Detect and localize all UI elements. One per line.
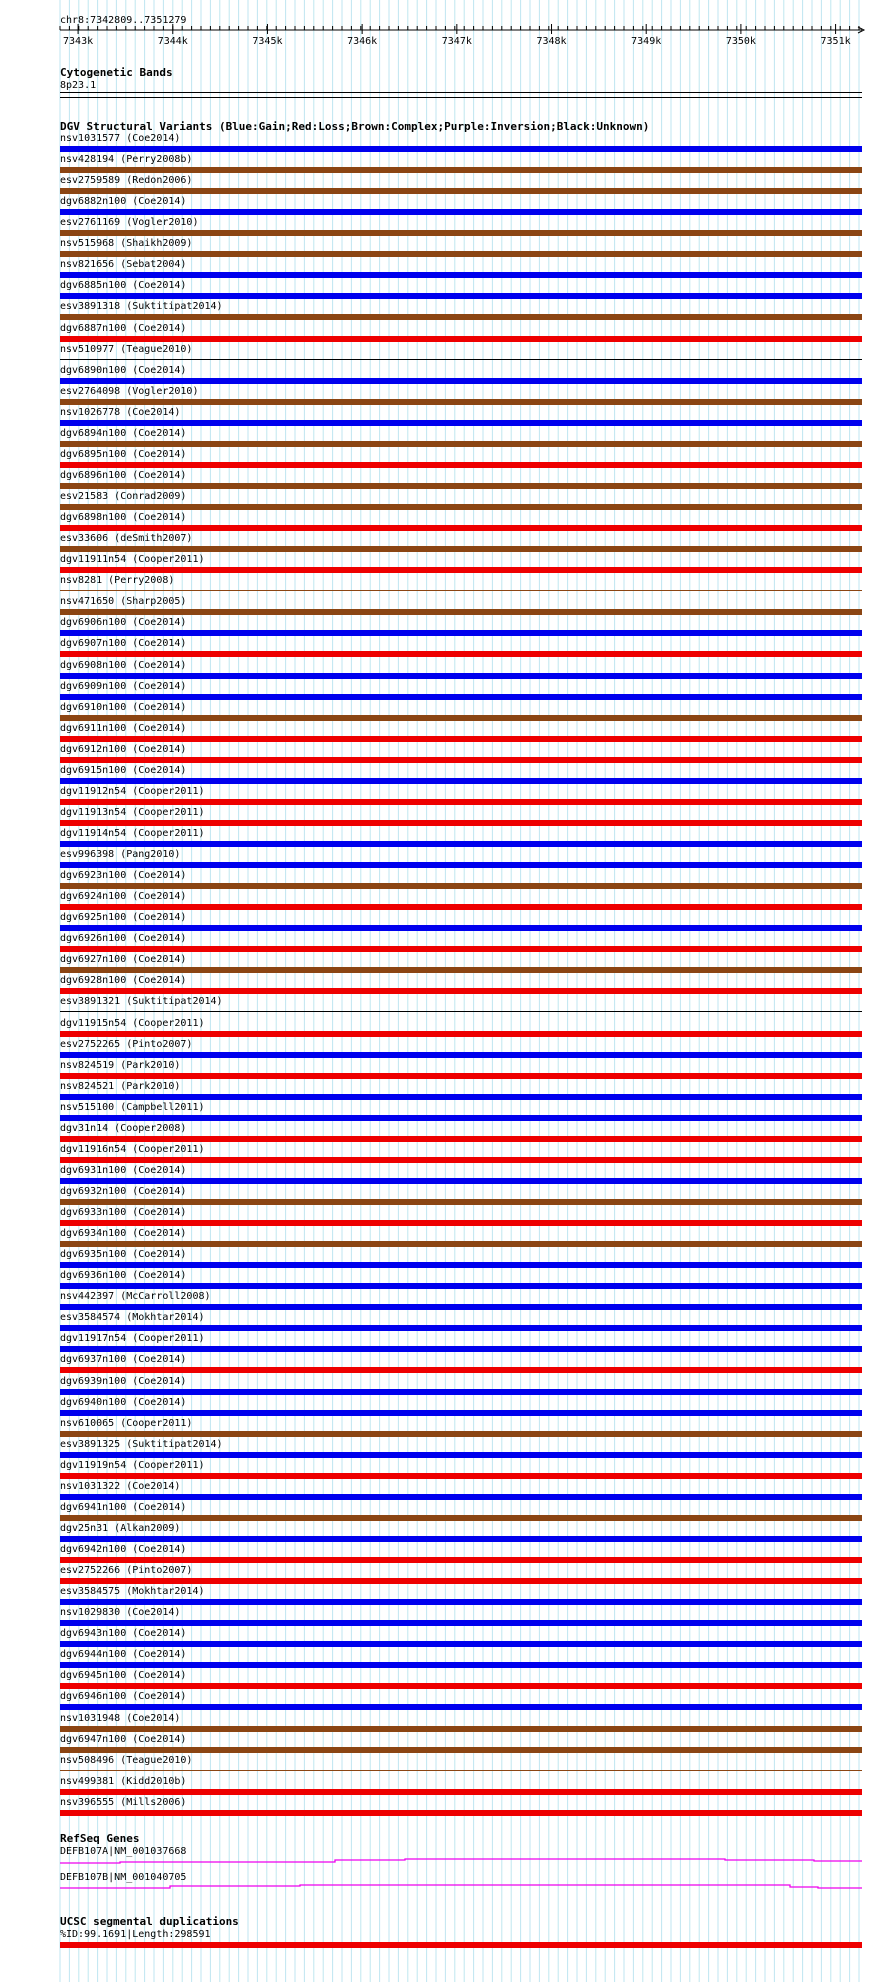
- dgv-feature-label[interactable]: nsv1031948 (Coe2014): [60, 1712, 181, 1724]
- dgv-feature-label[interactable]: nsv510977 (Teague2010): [60, 343, 193, 355]
- refseq-track-title: RefSeq Genes: [60, 1832, 140, 1845]
- dgv-feature-label[interactable]: esv3584575 (Mokhtar2014): [60, 1586, 205, 1598]
- ruler-tick-label: 7349k: [631, 36, 662, 47]
- dgv-feature-label[interactable]: dgv6947n100 (Coe2014): [60, 1733, 187, 1745]
- dgv-feature-label[interactable]: dgv6910n100 (Coe2014): [60, 701, 187, 713]
- dgv-feature-label[interactable]: dgv6894n100 (Coe2014): [60, 427, 187, 439]
- dgv-feature-label[interactable]: dgv6942n100 (Coe2014): [60, 1544, 187, 1556]
- dgv-feature-label[interactable]: esv2752266 (Pinto2007): [60, 1565, 193, 1577]
- dgv-feature-label[interactable]: dgv11915n54 (Cooper2011): [60, 1017, 205, 1029]
- dgv-feature-label[interactable]: esv21583 (Conrad2009): [60, 491, 187, 503]
- dgv-feature-label[interactable]: nsv1031577 (Coe2014): [60, 133, 181, 144]
- dgv-feature-label[interactable]: dgv11911n54 (Cooper2011): [60, 554, 205, 566]
- dgv-feature-label[interactable]: nsv824519 (Park2010): [60, 1059, 181, 1071]
- dgv-feature-label[interactable]: dgv11912n54 (Cooper2011): [60, 785, 205, 797]
- dgv-feature-label[interactable]: dgv6908n100 (Coe2014): [60, 659, 187, 671]
- ruler-tick-label: 7347k: [441, 36, 472, 47]
- dgv-feature-label[interactable]: nsv499381 (Kidd2010b): [60, 1775, 187, 1787]
- refseq-gene-model-1[interactable]: [60, 1859, 862, 1863]
- dgv-feature-label[interactable]: dgv6912n100 (Coe2014): [60, 743, 187, 755]
- dgv-feature-label[interactable]: dgv6911n100 (Coe2014): [60, 722, 187, 734]
- dgv-feature-label[interactable]: nsv610065 (Cooper2011): [60, 1417, 193, 1429]
- dgv-feature-label[interactable]: dgv6909n100 (Coe2014): [60, 680, 187, 692]
- dgv-feature-label[interactable]: dgv6944n100 (Coe2014): [60, 1649, 187, 1661]
- dgv-feature-label[interactable]: dgv6940n100 (Coe2014): [60, 1396, 187, 1408]
- dgv-feature-label[interactable]: nsv515100 (Campbell2011): [60, 1101, 205, 1113]
- dgv-feature-label[interactable]: dgv11916n54 (Cooper2011): [60, 1143, 205, 1155]
- dgv-feature-label[interactable]: dgv6923n100 (Coe2014): [60, 870, 187, 882]
- dgv-feature-label[interactable]: esv2752265 (Pinto2007): [60, 1038, 193, 1050]
- dgv-feature-label[interactable]: dgv11914n54 (Cooper2011): [60, 827, 205, 839]
- dgv-feature-label[interactable]: esv33606 (deSmith2007): [60, 533, 193, 545]
- dgv-feature-label[interactable]: nsv396555 (Mills2006): [60, 1796, 187, 1808]
- dgv-feature-label[interactable]: dgv6941n100 (Coe2014): [60, 1501, 187, 1513]
- dgv-feature-label[interactable]: nsv1029830 (Coe2014): [60, 1607, 181, 1619]
- dgv-feature-label[interactable]: dgv6928n100 (Coe2014): [60, 975, 187, 987]
- dgv-feature-label[interactable]: dgv6882n100 (Coe2014): [60, 196, 187, 208]
- dgv-feature-label[interactable]: esv3891318 (Suktitipat2014): [60, 301, 223, 313]
- ruler-tick-label: 7346k: [347, 36, 378, 47]
- dgv-track-title: DGV Structural Variants (Blue:Gain;Red:Loss;Brown:Complex;Purple:Inversion;Black:Unknown): [60, 120, 650, 133]
- dgv-feature-label[interactable]: dgv6895n100 (Coe2014): [60, 448, 187, 460]
- dgv-feature-label[interactable]: dgv6887n100 (Coe2014): [60, 322, 187, 334]
- dgv-feature-label[interactable]: nsv515968 (Shaikh2009): [60, 238, 193, 250]
- dgv-feature-label[interactable]: nsv508496 (Teague2010): [60, 1754, 193, 1766]
- dgv-feature-label[interactable]: dgv31n14 (Cooper2008): [60, 1122, 187, 1134]
- refseq-gene-label-2[interactable]: DEFB107B|NM_001040705: [60, 1872, 187, 1883]
- dgv-feature-label[interactable]: esv996398 (Pang2010): [60, 849, 181, 861]
- dgv-feature-label[interactable]: dgv6915n100 (Coe2014): [60, 764, 187, 776]
- ruler-tick-label: 7348k: [536, 36, 567, 47]
- dgv-feature-label[interactable]: esv3891325 (Suktitipat2014): [60, 1438, 223, 1450]
- dgv-feature-label[interactable]: dgv6890n100 (Coe2014): [60, 364, 187, 376]
- cytoband-label: 8p23.1: [60, 80, 97, 91]
- dgv-feature-label[interactable]: nsv821656 (Sebat2004): [60, 259, 187, 271]
- dgv-feature-label[interactable]: dgv6939n100 (Coe2014): [60, 1375, 187, 1387]
- dgv-feature-label[interactable]: dgv6927n100 (Coe2014): [60, 954, 187, 966]
- dgv-feature-label[interactable]: esv2761169 (Vogler2010): [60, 217, 199, 229]
- position-label: chr8:7342809..7351279: [60, 15, 187, 26]
- dgv-feature-label[interactable]: dgv11919n54 (Cooper2011): [60, 1459, 205, 1471]
- dgv-feature-label[interactable]: dgv6898n100 (Coe2014): [60, 512, 187, 524]
- dgv-feature-label[interactable]: dgv6925n100 (Coe2014): [60, 912, 187, 924]
- dgv-feature-label[interactable]: dgv6907n100 (Coe2014): [60, 638, 187, 650]
- dgv-feature-label[interactable]: nsv824521 (Park2010): [60, 1080, 181, 1092]
- dgv-feature-label[interactable]: dgv25n31 (Alkan2009): [60, 1522, 181, 1534]
- refseq-gene-label-1[interactable]: DEFB107A|NM_001037668: [60, 1846, 187, 1857]
- dgv-feature-label[interactable]: dgv6936n100 (Coe2014): [60, 1270, 187, 1282]
- segdup-bar[interactable]: [60, 1942, 862, 1948]
- dgv-feature-label[interactable]: dgv6885n100 (Coe2014): [60, 280, 187, 292]
- segdup-track-title: UCSC segmental duplications: [60, 1915, 239, 1928]
- dgv-feature-label[interactable]: nsv1026778 (Coe2014): [60, 406, 181, 418]
- dgv-feature-label[interactable]: nsv428194 (Perry2008b): [60, 154, 193, 166]
- dgv-feature-label[interactable]: esv3584574 (Mokhtar2014): [60, 1312, 205, 1324]
- dgv-feature-label[interactable]: nsv8281 (Perry2008): [60, 575, 175, 587]
- ruler-tick-label: 7350k: [725, 36, 756, 47]
- ruler-tick-label: 7344k: [157, 36, 188, 47]
- dgv-feature-label[interactable]: dgv6945n100 (Coe2014): [60, 1670, 187, 1682]
- ruler-tick-label: 7351k: [820, 36, 851, 47]
- dgv-feature-label[interactable]: dgv6933n100 (Coe2014): [60, 1207, 187, 1219]
- dgv-feature-label[interactable]: dgv6926n100 (Coe2014): [60, 933, 187, 945]
- dgv-feature-label[interactable]: nsv1031322 (Coe2014): [60, 1480, 181, 1492]
- dgv-feature-label[interactable]: dgv6896n100 (Coe2014): [60, 469, 187, 481]
- dgv-feature-label[interactable]: dgv6943n100 (Coe2014): [60, 1628, 187, 1640]
- refseq-gene-model-2[interactable]: [60, 1885, 862, 1888]
- dgv-feature-label[interactable]: dgv6935n100 (Coe2014): [60, 1249, 187, 1261]
- dgv-feature-label[interactable]: esv2764098 (Vogler2010): [60, 385, 199, 397]
- dgv-feature-label[interactable]: dgv6906n100 (Coe2014): [60, 617, 187, 629]
- ruler-tick-label: 7345k: [252, 36, 283, 47]
- dgv-feature-label[interactable]: esv3891321 (Suktitipat2014): [60, 996, 223, 1008]
- dgv-feature-label[interactable]: dgv6937n100 (Coe2014): [60, 1354, 187, 1366]
- dgv-feature-label[interactable]: dgv11917n54 (Cooper2011): [60, 1333, 205, 1345]
- cytoband-track-title: Cytogenetic Bands: [60, 66, 173, 79]
- segdup-label: %ID:99.1691|Length:298591: [60, 1929, 211, 1940]
- ruler-tick-label: 7343k: [63, 36, 94, 47]
- dgv-feature-label[interactable]: nsv442397 (McCarroll2008): [60, 1291, 211, 1303]
- dgv-feature-label[interactable]: nsv471650 (Sharp2005): [60, 596, 187, 608]
- dgv-feature-label[interactable]: dgv6924n100 (Coe2014): [60, 891, 187, 903]
- dgv-feature-label[interactable]: dgv6934n100 (Coe2014): [60, 1228, 187, 1240]
- dgv-feature-label[interactable]: dgv6946n100 (Coe2014): [60, 1691, 187, 1703]
- dgv-feature-label[interactable]: dgv6931n100 (Coe2014): [60, 1164, 187, 1176]
- dgv-feature-label[interactable]: dgv11913n54 (Cooper2011): [60, 806, 205, 818]
- dgv-feature-label[interactable]: dgv6932n100 (Coe2014): [60, 1186, 187, 1197]
- dgv-feature-label[interactable]: esv2759589 (Redon2006): [60, 175, 193, 187]
